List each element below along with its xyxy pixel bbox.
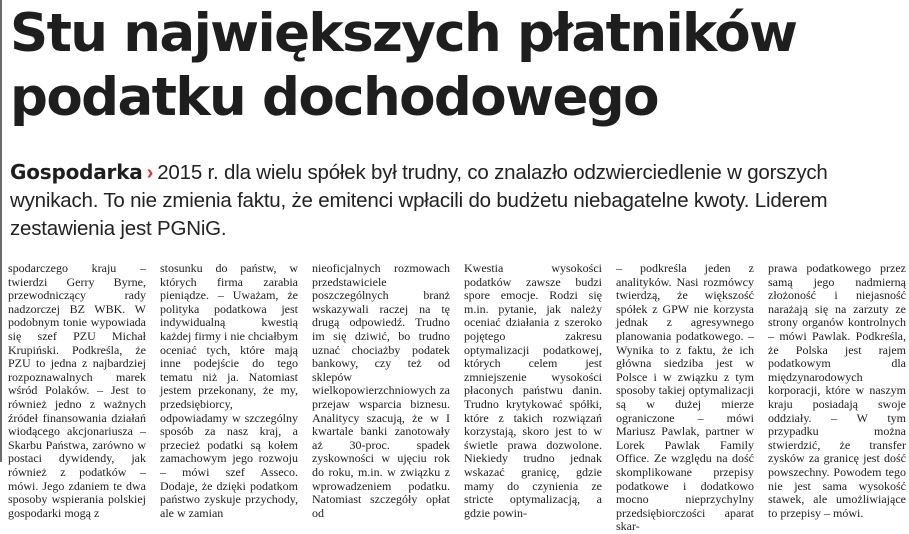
headline-line-2: podatku dochodowego bbox=[10, 67, 658, 128]
column-text: spodarczego kraju – twierdzi Gerry Byrne, przewodniczący rady nadzorczej BZ WBK. W podobnym tonie wypowiada się szef PZU Michał Krupiński. Podkreśla, że PZU to jedna z najbardziej rozpoznawalnych marek wśród Polaków. – Jest to również jedno z ważnych źródeł finansowania działań wiodącego akcjonariusza – Skarbu Państwa, zarówno w postaci dywidendy, jak również z podatków – mówi. Jego zdaniem te dwa sposoby wspierania polskiej gospodarki mogą z bbox=[8, 261, 146, 520]
article-column-4 bbox=[464, 261, 602, 520]
column-text: stosunku do państw, w których firma zarabia pieniądze. – Uważam, że polityka podatkowa jest indywidualną kwestią każdej firmy i nie chciałbym oceniać tych, które mają inne podejście do tego tematu niż ja. Natomiast jestem przekonany, że my, przedsiębiorcy, odpowiadamy w szczególny sposób za nasz kraj, a przecież podatki są kołem zamachowym jego rozwoju – mówi szef Asseco. Dodaje, że dzięki podatkom państwo zyskuje przychody, ale w zamian bbox=[160, 261, 298, 520]
article-column-2 bbox=[160, 261, 298, 520]
column-text: – podkreśla jeden z analityków. Nasi rozmówcy twierdzą, że większość spółek z GPW nie korzysta jednak z agresywnego planowania podatkowego. – Wynika to z faktu, że ich główna siedziba jest w Polsce i w związku z tym sposoby takiej optymalizacji są w dużej mierze ograniczone – mówi Mariusz Pawlak, partner w Lorek Pawlak Family Office. Ze względu na dość skomplikowane przepisy podatkowe i dodatkowo mocno nieprzychylny przedsiębiorczości aparat skar- bbox=[616, 261, 754, 534]
column-text: prawa podatkowego przez samą jego nadmierną złożoność i niejasność narażają się na zarzuty ze strony organów kontrolnych – mówi Pawlak. Podkreśla, że Polska jest rajem podatkowym dla międzynarodowych korporacji, które w naszym kraju posiadają swoje oddziały. – W tym przypadku można stwierdzić, że transfer zysków za granicę jest dość powszechny. Powodem tego nie jest sama wysokość stawek, ale umożliwiające to przepisy – mówi. bbox=[768, 261, 906, 520]
article-column-1 bbox=[8, 261, 146, 520]
article-column-5 bbox=[616, 261, 754, 534]
article-column-6 bbox=[768, 261, 906, 520]
column-text: nieoficjalnych rozmowach przedstawiciele poszczególnych branż wskazywali raczej na tę drugą odpowiedź. Trudno im się dziwić, bo trudno uznać chociażby podatek bankowy, czy też od sklepów wielkopowierzchniowych za przejaw wsparcia biznesu. Analitycy szacują, że w I kwartale banki zanotowały aż 30-proc. spadek zyskowności w ujęciu rok do roku, m.in. w związku z wprowadzeniem podatku. Natomiast szczegóły opłat od bbox=[312, 261, 450, 520]
section-label[interactable]: Gospodarka bbox=[10, 160, 143, 184]
headline-line-1: Stu największych płatników bbox=[10, 3, 797, 64]
column-text: Kwestia wysokości podatków zawsze budzi spore emocje. Rodzi się m.in. pytanie, jak należy oceniać działania z szeroko pojętego zakresu optymalizacji podatkowej, których celem jest zmniejszenie wysokości płaconych państwu danin. Trudno krytykować spółki, które z takich rozwiązań korzystają, skoro jest to w świetle prawa dozwolone. Niekiedy trudno jednak wskazać granicę, gdzie mamy do czynienia ze stricte optymalizacją, a gdzie powin- bbox=[464, 261, 602, 520]
article-columns bbox=[8, 261, 908, 534]
headline bbox=[10, 2, 905, 130]
section-chevron-icon: › bbox=[146, 161, 154, 184]
article-column-3 bbox=[312, 261, 450, 520]
lead-text: 2015 r. dla wielu spółek był trudny, co znalazło odzwierciedlenie w gorszych wynikach. To nie zmienia faktu, że emitenci wpłacili do budżetu niebagatelne kwoty. Liderem zestawienia jest PGNiG. bbox=[10, 161, 828, 240]
page-left-rule bbox=[0, 0, 2, 462]
lead-paragraph bbox=[10, 158, 906, 243]
